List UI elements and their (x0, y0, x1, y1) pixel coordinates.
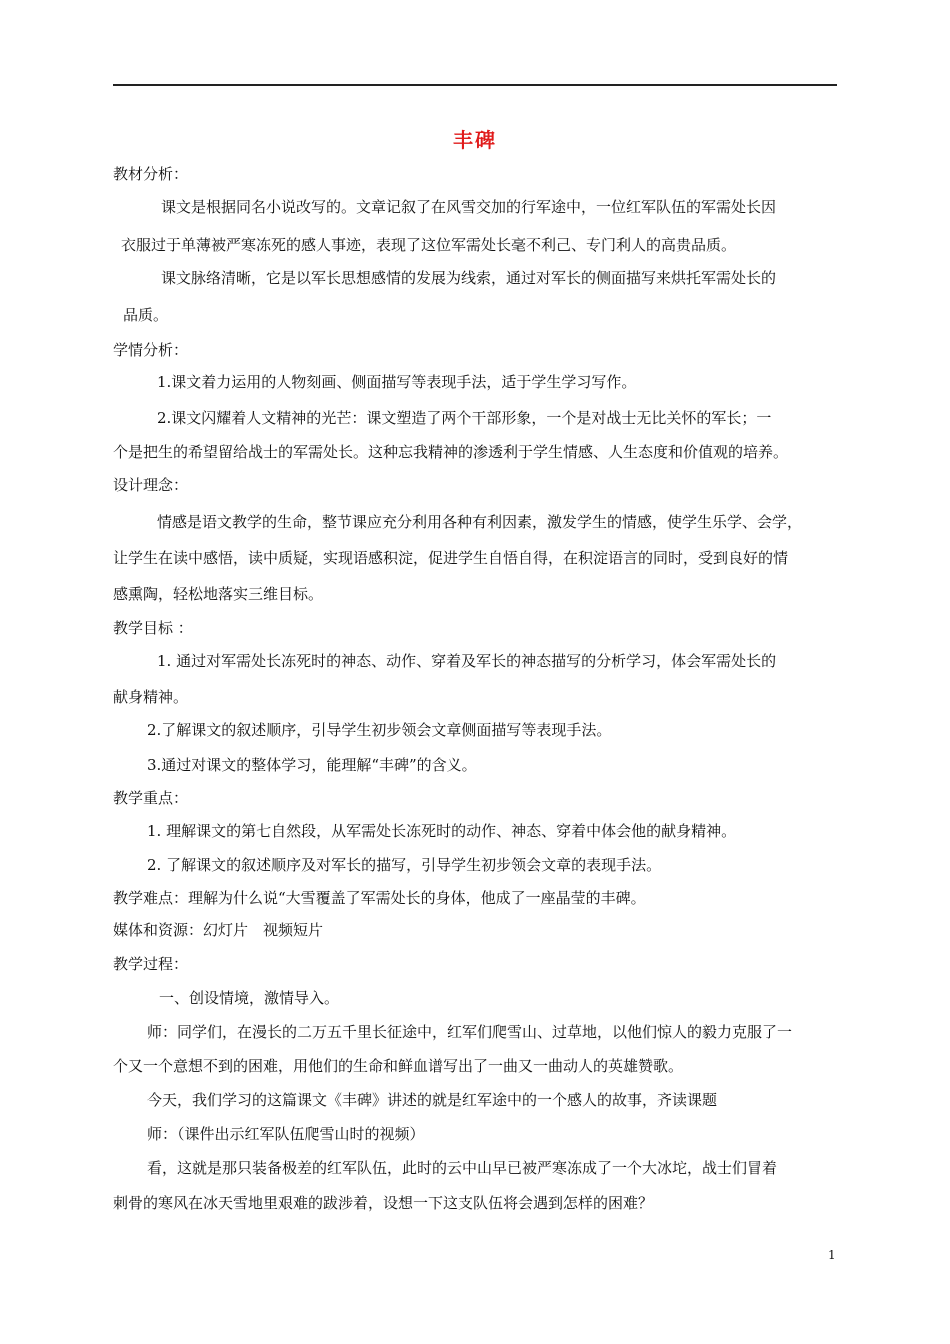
body-line: 教材分析： (113, 165, 189, 183)
body-line: 1. 通过对军需处长冻死时的神态、动作、穿着及军长的神态描写的分析学习，体会军需处长的 (157, 652, 777, 670)
header-rule (113, 84, 837, 86)
body-line: 学情分析： (113, 341, 189, 359)
body-line: 一、创设情境，激情导入。 (159, 989, 340, 1007)
body-line: 衣服过于单薄被严寒冻死的感人事迹，表现了这位军需处长毫不利己、专门利人的高贵品质。 (121, 236, 737, 254)
body-line: 媒体和资源：幻灯片 视频短片 (113, 921, 324, 939)
body-line: 设计理念： (113, 476, 189, 494)
document-title: 丰碑 (453, 128, 497, 152)
body-line: 献身精神。 (113, 688, 189, 706)
body-line: 2.了解课文的叙述顺序，引导学生初步领会文章侧面描写等表现手法。 (147, 721, 612, 739)
body-line: 课文脉络清晰，它是以军长思想感情的发展为线索，通过对军长的侧面描写来烘托军需处长的 (161, 269, 777, 287)
body-line: 教学过程： (113, 955, 189, 973)
body-line: 2.课文闪耀着人文精神的光芒：课文塑造了两个干部形象，一个是对战士无比关怀的军长；一 (157, 409, 772, 427)
body-line: 师：（课件出示红军队伍爬雪山时的视频） (147, 1125, 425, 1143)
body-line: 今天，我们学习的这篇课文《丰碑》讲述的就是红军途中的一个感人的故事，齐读课题 (147, 1091, 718, 1109)
body-line: 刺骨的寒风在冰天雪地里艰难的跋涉着，设想一下这支队伍将会遇到怎样的困难？ (113, 1194, 654, 1212)
body-line: 教学目标 ： (113, 619, 193, 637)
body-line: 1. 理解课文的第七自然段，从军需处长冻死时的动作、神态、穿着中体会他的献身精神。 (147, 822, 737, 840)
body-line: 个是把生的希望留给战士的军需处长。这种忘我精神的渗透利于学生情感、人生态度和价值观的培养。 (113, 443, 789, 461)
body-line: 教学重点： (113, 789, 189, 807)
body-line: 课文是根据同名小说改写的。文章记叙了在风雪交加的行军途中，一位红军队伍的军需处长因 (161, 198, 777, 216)
body-line: 师：同学们，在漫长的二万五千里长征途中，红军们爬雪山、过草地，以他们惊人的毅力克服了一 (147, 1023, 793, 1041)
body-line: 2. 了解课文的叙述顺序及对军长的描写，引导学生初步领会文章的表现手法。 (147, 856, 662, 874)
body-line: 看，这就是那只装备极差的红军队伍，此时的云中山早已被严寒冻成了一个大冰坨，战士们冒着 (147, 1159, 778, 1177)
body-line: 让学生在读中感悟，读中质疑，实现语感积淀，促进学生自悟自得，在积淀语言的同时，受到良好的情 (113, 549, 789, 567)
body-line: 情感是语文教学的生命，整节课应充分利用各种有利因素，激发学生的情感，使学生乐学、会学， (157, 513, 803, 531)
body-line: 个又一个意想不到的困难，用他们的生命和鲜血谱写出了一曲又一曲动人的英雄赞歌。 (113, 1057, 684, 1075)
body-line: 1.课文着力运用的人物刻画、侧面描写等表现手法，适于学生学习写作。 (157, 373, 637, 391)
body-line: 教学难点：理解为什么说“大雪覆盖了军需处长的身体，他成了一座晶莹的丰碑。 (113, 889, 646, 907)
page-number: 1 (828, 1248, 836, 1262)
body-line: 3.通过对课文的整体学习，能理解“丰碑”的含义。 (147, 756, 477, 774)
body-line: 品质。 (123, 306, 169, 324)
body-line: 感熏陶，轻松地落实三维目标。 (113, 585, 324, 603)
